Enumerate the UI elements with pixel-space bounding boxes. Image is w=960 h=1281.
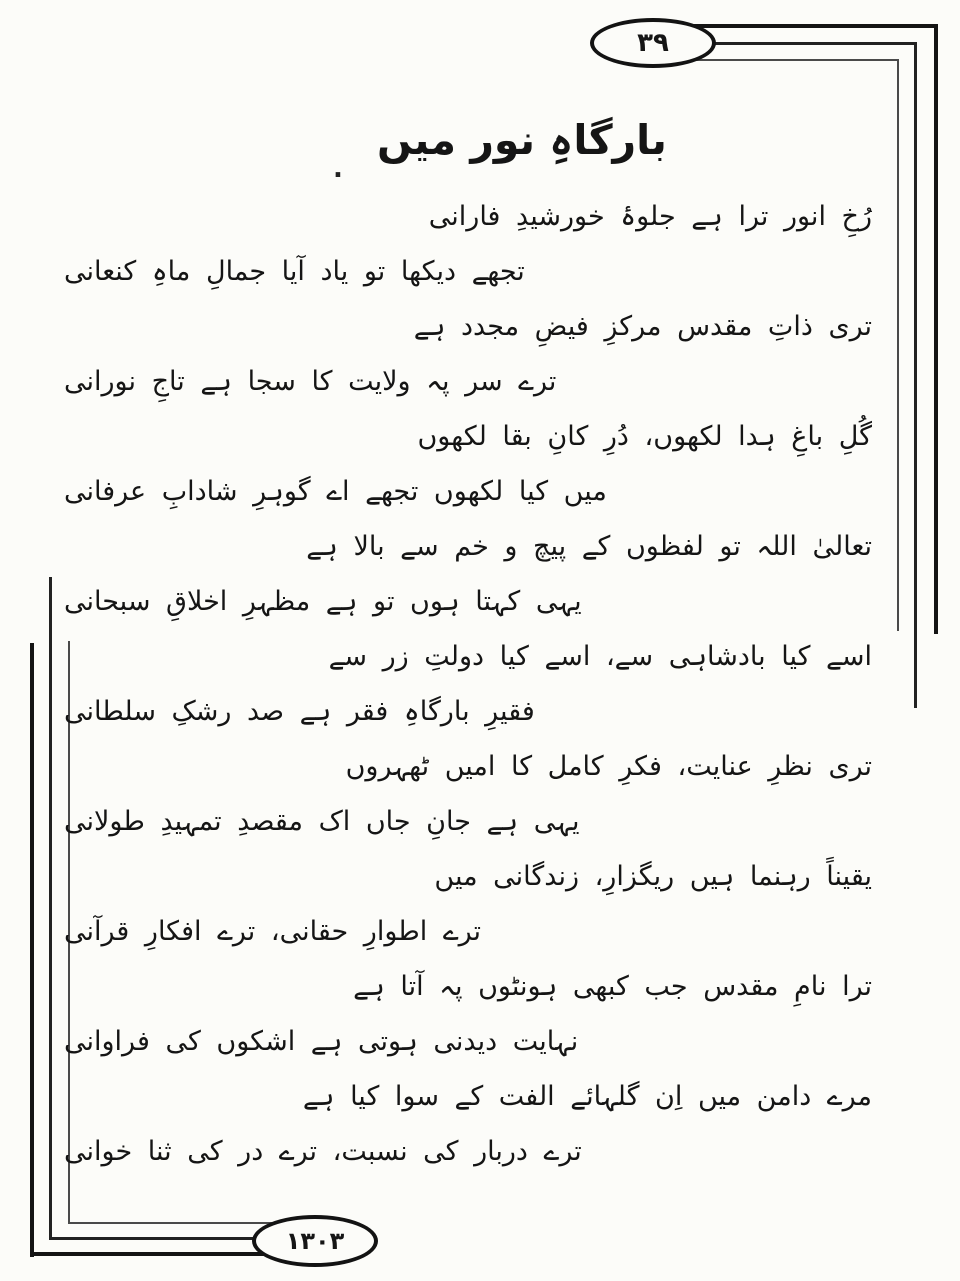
verse-line: یقیناً رہنما ہیں ریگزارِ، زندگانی میں (434, 861, 872, 892)
title-row (0, 116, 960, 184)
poem-title: بارگاہِ نور میں (377, 116, 667, 164)
poem-body (0, 189, 960, 1179)
verse-line: یہی کہتا ہوں تو ہے مظہرِ اخلاقِ سبحانی (64, 586, 582, 617)
footer-number: ۱۳۰۳ (285, 1227, 345, 1255)
verse-line: فقیرِ بارگاہِ فقر ہے صد رشکِ سلطانی (64, 696, 535, 727)
verse-line: مرے دامن میں اِن گلہائے الفت کے سوا کیا ہے (302, 1081, 872, 1112)
verse-line: تری نظرِ عنایت، فکرِ کامل کا امیں ٹھہروں (345, 751, 872, 782)
verse-line: ترا نامِ مقدس جب کبھی ہونٹوں پہ آتا ہے (353, 971, 872, 1002)
verse-line: تجھے دیکھا تو یاد آیا جمالِ ماہِ کنعانی (64, 256, 525, 287)
verse-line: ترے دربار کی نسبت، ترے در کی ثنا خوانی (64, 1136, 582, 1167)
verse-line: اسے کیا بادشاہی سے، اسے کیا دولتِ زر سے (328, 641, 872, 672)
verse-line: ترے سر پہ ولایت کا سجا ہے تاجِ نورانی (64, 366, 557, 397)
title-dot: . (333, 154, 343, 184)
verse-line: نہایت دیدنی ہوتی ہے اشکوں کی فراوانی (64, 1026, 579, 1057)
verse-line: تری ذاتِ مقدس مرکزِ فیضِ مجدد ہے (413, 311, 872, 342)
page-number: ۳۹ (637, 28, 669, 58)
verse-line: یہی ہے جانِ جاں اک مقصدِ تمہیدِ طولانی (64, 806, 580, 837)
verse-line: ترے اطوارِ حقانی، ترے افکارِ قرآنی (64, 916, 482, 947)
verse-line: گُلِ باغِ ہدا لکھوں، دُرِ کانِ بقا لکھوں (417, 421, 872, 452)
verse-line: تعالیٰ اللہ تو لفظوں کے پیچ و خم سے بالا ہے (306, 531, 872, 562)
verse-line: رُخِ انور ترا ہے جلوۂ خورشیدِ فارانی (428, 201, 872, 232)
verse-line: میں کیا لکھوں تجھے اے گوہرِ شادابِ عرفانی (64, 476, 607, 507)
page-number-badge (590, 18, 716, 68)
footer-number-badge (252, 1215, 378, 1267)
